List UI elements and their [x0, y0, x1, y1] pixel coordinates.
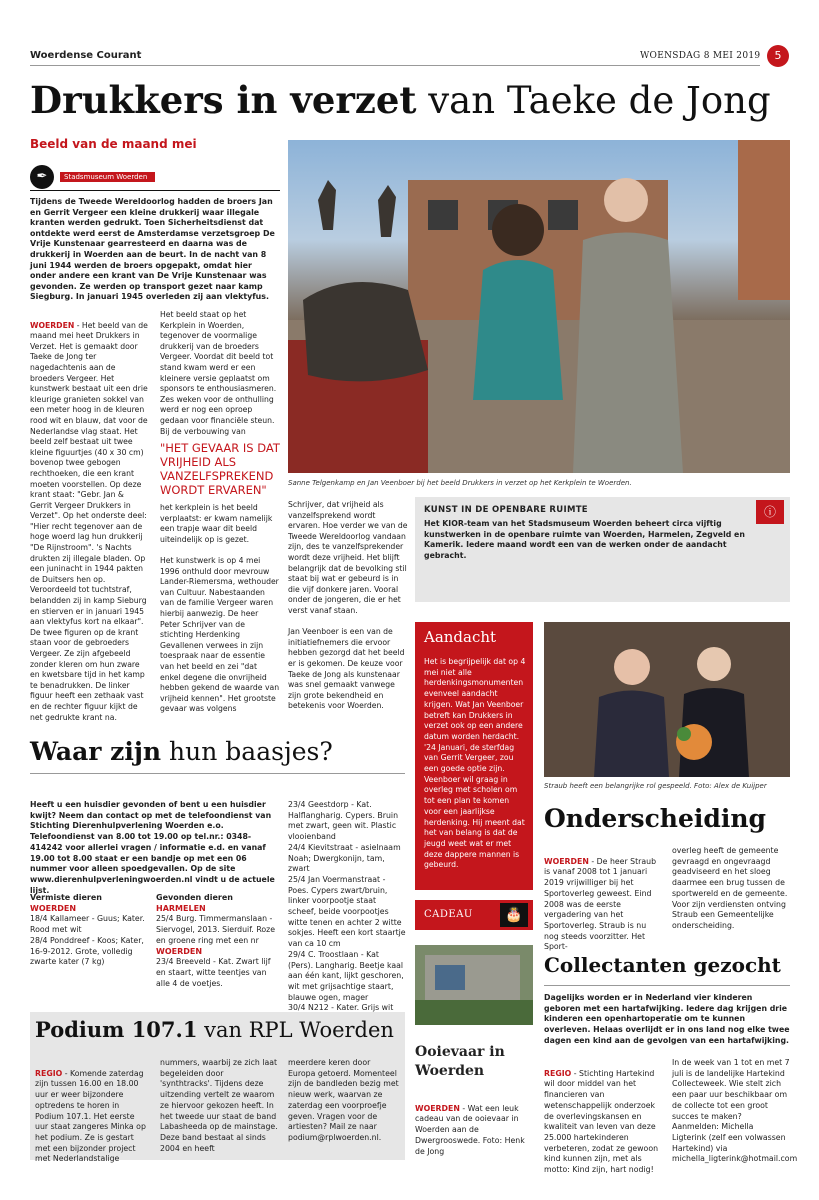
collectanten-rule — [544, 985, 790, 986]
ooievaar-title: Ooievaar in Woerden — [415, 1044, 505, 1079]
found-place-2: WOERDEN — [156, 946, 203, 956]
straub-illustration — [544, 622, 790, 777]
straub-col2: overleg heeft de gemeente gevraagd en ongevraagd geadviseerd en het sloeg daarmee een brug tussen de sportwereld en de gemeente. Voor zijn verdiensten ontving Straub een Gemeentelijke onderscheiding. — [672, 846, 788, 930]
kunst-text: Het KIOR-team van het Stadsmuseum Woerden beheert circa vijftig kunstwerken in de openbare ruimte van Woerden, Harmelen, Zegveld en Kamerik. Iedere maand wordt een van de werken onder de aandacht gebracht. — [424, 519, 745, 560]
kicker: REGIO — [35, 1068, 63, 1078]
podium-col1 — [35, 1058, 150, 1165]
section-rule — [30, 190, 280, 191]
baasjes-rule — [30, 773, 405, 774]
missing-list: 18/4 Kallameer - Guus; Kater. Rood met wit 28/4 Ponddreef - Koos; Kater, 16-9-2012. Grote, volledig zwarte kater (7 kg) — [30, 914, 145, 967]
podium-col1-text: - Komende zaterdag zijn tussen 16.00 en 18.00 uur er weer bijzondere optredens te horen in Podium 107.1. Het eerste uur staat zangeres Minka op het podium. Ze is gestart met een bijzonder project met Nederlandstalige — [35, 1068, 146, 1164]
section-title: Beeld van de maand mei — [30, 137, 197, 151]
collectanten-col1-text: - Stichting Hartekind wil door middel van het financieren van wetenschappelijk onderzoek de overlevingskansen en kwaliteit van leven van deze 25.000 hartekinderen verbeteren, zodat ze gewoon kind kunnen zijn, met als motto: Kind zijn, hart nodig! — [544, 1068, 659, 1175]
ooievaar-text — [415, 1093, 533, 1157]
baasjes-bold: Waar zijn — [30, 737, 162, 766]
issue-date: WOENSDAG 8 MEI 2019 — [640, 51, 761, 61]
collectanten-col1 — [544, 1058, 662, 1176]
missing-place: WOERDEN — [30, 903, 77, 913]
baasjes-headline — [30, 737, 333, 766]
art-column-2b: het kerkplein is het beeld verplaatst: er kwam namelijk een trapje waar dit beeld uiteindelijk op is gezet. Het kunstwerk is op 4 mei 1996 onthuld door mevrouw Lander-Riemersma, wethouder van Cultuur. Nabestaanden van de familie Vergeer waren hierbij aanwezig. De heer Peter Schrijver van de stichting Herdenking Gevallenen verwees in zijn toespraak naar de essentie van het beeld en zei "dat enkel degene die onvrijheid hebben gekend de waarde van vrijheid kennen". Het grootste gevaar was volgens — [160, 503, 280, 714]
podium-col3: meerdere keren door Europa getoerd. Momenteel zijn de bandleden bezig met nieuw werk, waarvan ze zaterdag een voorproefje geven. Vragen voor de artiesten? Mail ze naar podium@rplwoerden.nl. — [288, 1058, 399, 1142]
found-column — [156, 893, 278, 989]
collectanten-intro: Dagelijks worden er in Nederland vier kinderen geboren met een hartafwijking. Iedere dag krijgen drie kinderen een openhartoperatie om te kunnen overleven. Helaas overlijdt er in ons land nog elke twee dagen een kind aan de gevolgen van een hartafwijking. — [544, 993, 790, 1045]
kicker: WOERDEN — [415, 1103, 460, 1113]
found-list-2: 23/4 Breeveld - Kat. Zwart lijf en staart, witte teentjes van alle 4 de voetjes. — [156, 957, 271, 988]
cadeau-label: CADEAU — [424, 909, 473, 920]
found-list-1: 25/4 Burg. Timmermanslaan - Siervogel, 2013. Sierduif. Roze en groene ring met een nr — [156, 914, 276, 945]
straub-caption: Straub heeft een belangrijke rol gespeeld. Foto: Alex de Kuijper — [544, 782, 767, 790]
pen-icon: ✒ — [30, 165, 54, 189]
museum-tag: Stadsmuseum Woerden — [60, 172, 155, 182]
art-col1-text: - Het beeld van de maand mei heet Drukkers in Verzet. Het is gemaakt door Taeke de Jong ter nagedachtenis aan de broeders Vergeer. Het kunstwerk bestaat uit een drie kleurige granieten sokkel van een meter hoog in de kleuren rood wit en blauw, dat voor de Nederlandse vlag staat. Het beeld zelf bestaat uit twee kleine figuurtjes (40 x 30 cm) bovenop twee gebogen rechthoeken, die een krant moeten voorstellen. Op deze krant staat: "Gebr. Jan & Gerrit Vergeer Drukkers in Verzet". Op het onderste deel: "Hier recht tegenover aan de hoge woerd lag hun drukkerij "De Rijnstroom". 's Nachts drukten zij illegale bladen. Op een juninacht in 1944 pakten de Duitsers hen op. Veroordeeld tot tuchtstraf, belandden zij in kamp Sieburg en stierven er in januari 1945 aan vlektyfus kort na elkaar". De twee figuren op de krant staan voor de gebroeders Vergeer. Ze zijn afgebeeld zonder kleren om hun zware en kwetsbare tijd in het kamp te benadrukken. De linker figuur heeft een zethaak vast en de rechter figuur kijkt de net gedrukte krant na. — [30, 320, 148, 722]
kicker: REGIO — [544, 1068, 572, 1078]
found-column-3: 23/4 Geestdorp - Kat. Halflangharig. Cypers. Bruin met zwart, geen wit. Plastic vlooienband 24/4 Kievitstraat - asielnaam Noah; Dwergkonijn, tam, zwart 25/4 Jan Voermanstraat - Poes. Cypers zwart/bruin, linker voorpootje staat scheef, beide voorpootjes witte tenen en achter 2 witte sokjes. Heeft een kort staartje van ca 10 cm 29/4 C. Troostlaan - Kat (Pers). Langharig. Beetje kaal aan één kant, lijkt geschoren, wit met grijsachtige staart, blauwe ogen, mager 30/4 N212 - Kater. Grijs wit — [288, 800, 406, 1013]
headline-bold: Drukkers in verzet — [30, 78, 417, 122]
found-place-1: HARMELEN — [156, 903, 206, 913]
onderscheiding-title: Onderscheiding — [544, 804, 767, 833]
gift-icon: 🎂 — [500, 903, 528, 927]
podium-col2: nummers, waarbij ze zich laat begeleiden door 'synthtracks'. Tijdens deze uitzending vertelt ze waarom ze hiervoor gekozen heeft. In het tweede uur staat de band Labasheeda op de mainstage. Deze band bestaat al sinds 2004 en heeft — [160, 1058, 278, 1153]
straub-col1-text: - De heer Straub is vanaf 2008 tot 1 januari 2019 vrijwilliger bij het Sportoverleg geweest. Eind 2008 was de eerste vergadering van het Sportoverleg. Straub is nu nog steeds voorzitter. Het Sport- — [544, 856, 657, 952]
kicker: WOERDEN — [544, 856, 589, 866]
page-number: 5 — [774, 49, 782, 62]
podium-light: van RPL Woerden — [204, 1018, 394, 1042]
sculpture-photo — [288, 140, 790, 473]
photo-caption: Sanne Telgenkamp en Jan Veenboer bij het beeld Drukkers in verzet op het Kerkplein te Woerden. — [288, 479, 632, 487]
found-title: Gevonden dieren — [156, 893, 233, 902]
headline-light: van Taeke de Jong — [428, 79, 771, 122]
intro-paragraph: Tijdens de Tweede Wereldoorlog hadden de broers Jan en Gerrit Vergeer een kleine drukkerij waar illegale kranten werden gedrukt. Toen Sicherheitsdienst dat ontdekte werd eerst de Amsterdamse verzetsgroep De Vrije Kunstenaar gearresteerd en daarna was de drukkerij in Woerden aan de beurt. In de nacht van 8 juni 1944 werden de broers opgepakt, omdat hier onder andere een krant van De Vrije Kunstenaar was gevonden. Ze werden op transport gezet naar kamp Siegburg. In januari 1945 overleden zij aan vlektyfus. — [30, 197, 275, 302]
newspaper-name: Woerdense Courant — [30, 50, 142, 61]
baasjes-light: hun baasjes? — [169, 737, 333, 766]
art-column-1 — [30, 310, 148, 723]
collectanten-title: Collectanten gezocht — [544, 953, 781, 977]
page-number-badge — [767, 45, 789, 67]
straub-photo — [544, 622, 790, 777]
aandacht-text: Het is begrijpelijk dat op 4 mei niet alle herdenkingsmonumenten evenveel aandacht krijgen. Wat Jan Veenboer betreft kan Drukkers in verzet ook op een andere datum worden herdacht. '24 Januari, de sterfdag van Gerrit Vergeer, zou een goede optie zijn. Veenboer wil graag in overleg met scholen om tot een plan te komen voor een jaarlijkse herdenking. Hij meent dat het van belang is dat de jeugd weet wat er met deze dappere mannen is gebeurd. — [424, 657, 526, 870]
ooievaar-photo — [415, 945, 533, 1025]
straub-col1 — [544, 846, 662, 953]
kicker: WOERDEN — [30, 320, 75, 330]
ooievaar-illustration — [415, 945, 533, 1025]
podium-bold: Podium 107.1 — [35, 1017, 198, 1042]
info-icon: ⓘ — [756, 500, 784, 524]
page-headline — [30, 78, 771, 123]
missing-column — [30, 893, 148, 968]
header-rule — [30, 65, 760, 66]
pull-quote: "HET GEVAAR IS DAT VRIJHEID ALS VANZELFSPREKEND WORDT ERVAREN" — [160, 441, 280, 497]
kunst-title: KUNST IN DE OPENBARE RUIMTE — [424, 505, 588, 515]
collectanten-col2: In de week van 1 tot en met 7 juli is de landelijke Hartekind Collecteweek. Wie stelt zich een paar uur beschikbaar om de collecte tot een groot succes te maken? Aanmelden: Michella Ligterink (zelf een volwassen Hartekind) via michella_ligterink@hotmail.com — [672, 1058, 798, 1164]
art-column-3: Schrijver, dat vrijheid als vanzelfsprekend wordt ervaren. Hoe verder we van de Tweede Wereldoorlog vandaan zijn, des te vanzelfsprekender wordt deze vrijheid. Het blijft belangrijk dat de bevolking stil staat bij wat er gebeurd is in die vijf donkere jaren. Vooral onder de jongeren, die er het verst vanaf staan. Jan Veenboer is een van de initiatiefnemers die ervoor hebben gezorgd dat het beeld er is gekomen. De keuze voor Taeke de Jong als kunstenaar was snel gemaakt vanwege zijn grote bekendheid en betekenis voor Woerden. — [288, 500, 408, 711]
podium-headline — [35, 1017, 394, 1042]
aandacht-title: Aandacht — [424, 628, 497, 646]
baasjes-intro: Heeft u een huisdier gevonden of bent u een huisdier kwijt? Neem dan contact op met de telefoondienst van Stichting Dierenhulpverlening Woerden e.o. Telefoondienst van 8.00 tot 19.00 op tel.nr.: 0348-414242 voor allerlei vragen / informatie e.d. en vanaf 19.00 tot 8.00 staat er een bandje op met een 06 nummer voor alleen spoedgevallen. Op de site www.dierenhulpverleningwoerden.nl vindt u de actuele lijst. — [30, 800, 275, 895]
missing-title: Vermiste dieren — [30, 893, 102, 902]
art-column-2a: Het beeld staat op het Kerkplein in Woerden, tegenover de voormalige drukkerij van de broeders Vergeer. Voordat dit beeld tot stand kwam werd er een kleinere versie geplaatst om sponsors te enthousiasmeren. Zes weken voor de onthulling werd er nog een oproep gedaan voor financiële steun. Bij de verbouwing van — [160, 310, 277, 436]
photo-illustration — [288, 140, 790, 473]
ooievaar-text-body: - Wat een leuk cadeau van de ooievaar in Woerden aan de Dwergrooswede. Foto: Henk de Jong — [415, 1103, 525, 1156]
